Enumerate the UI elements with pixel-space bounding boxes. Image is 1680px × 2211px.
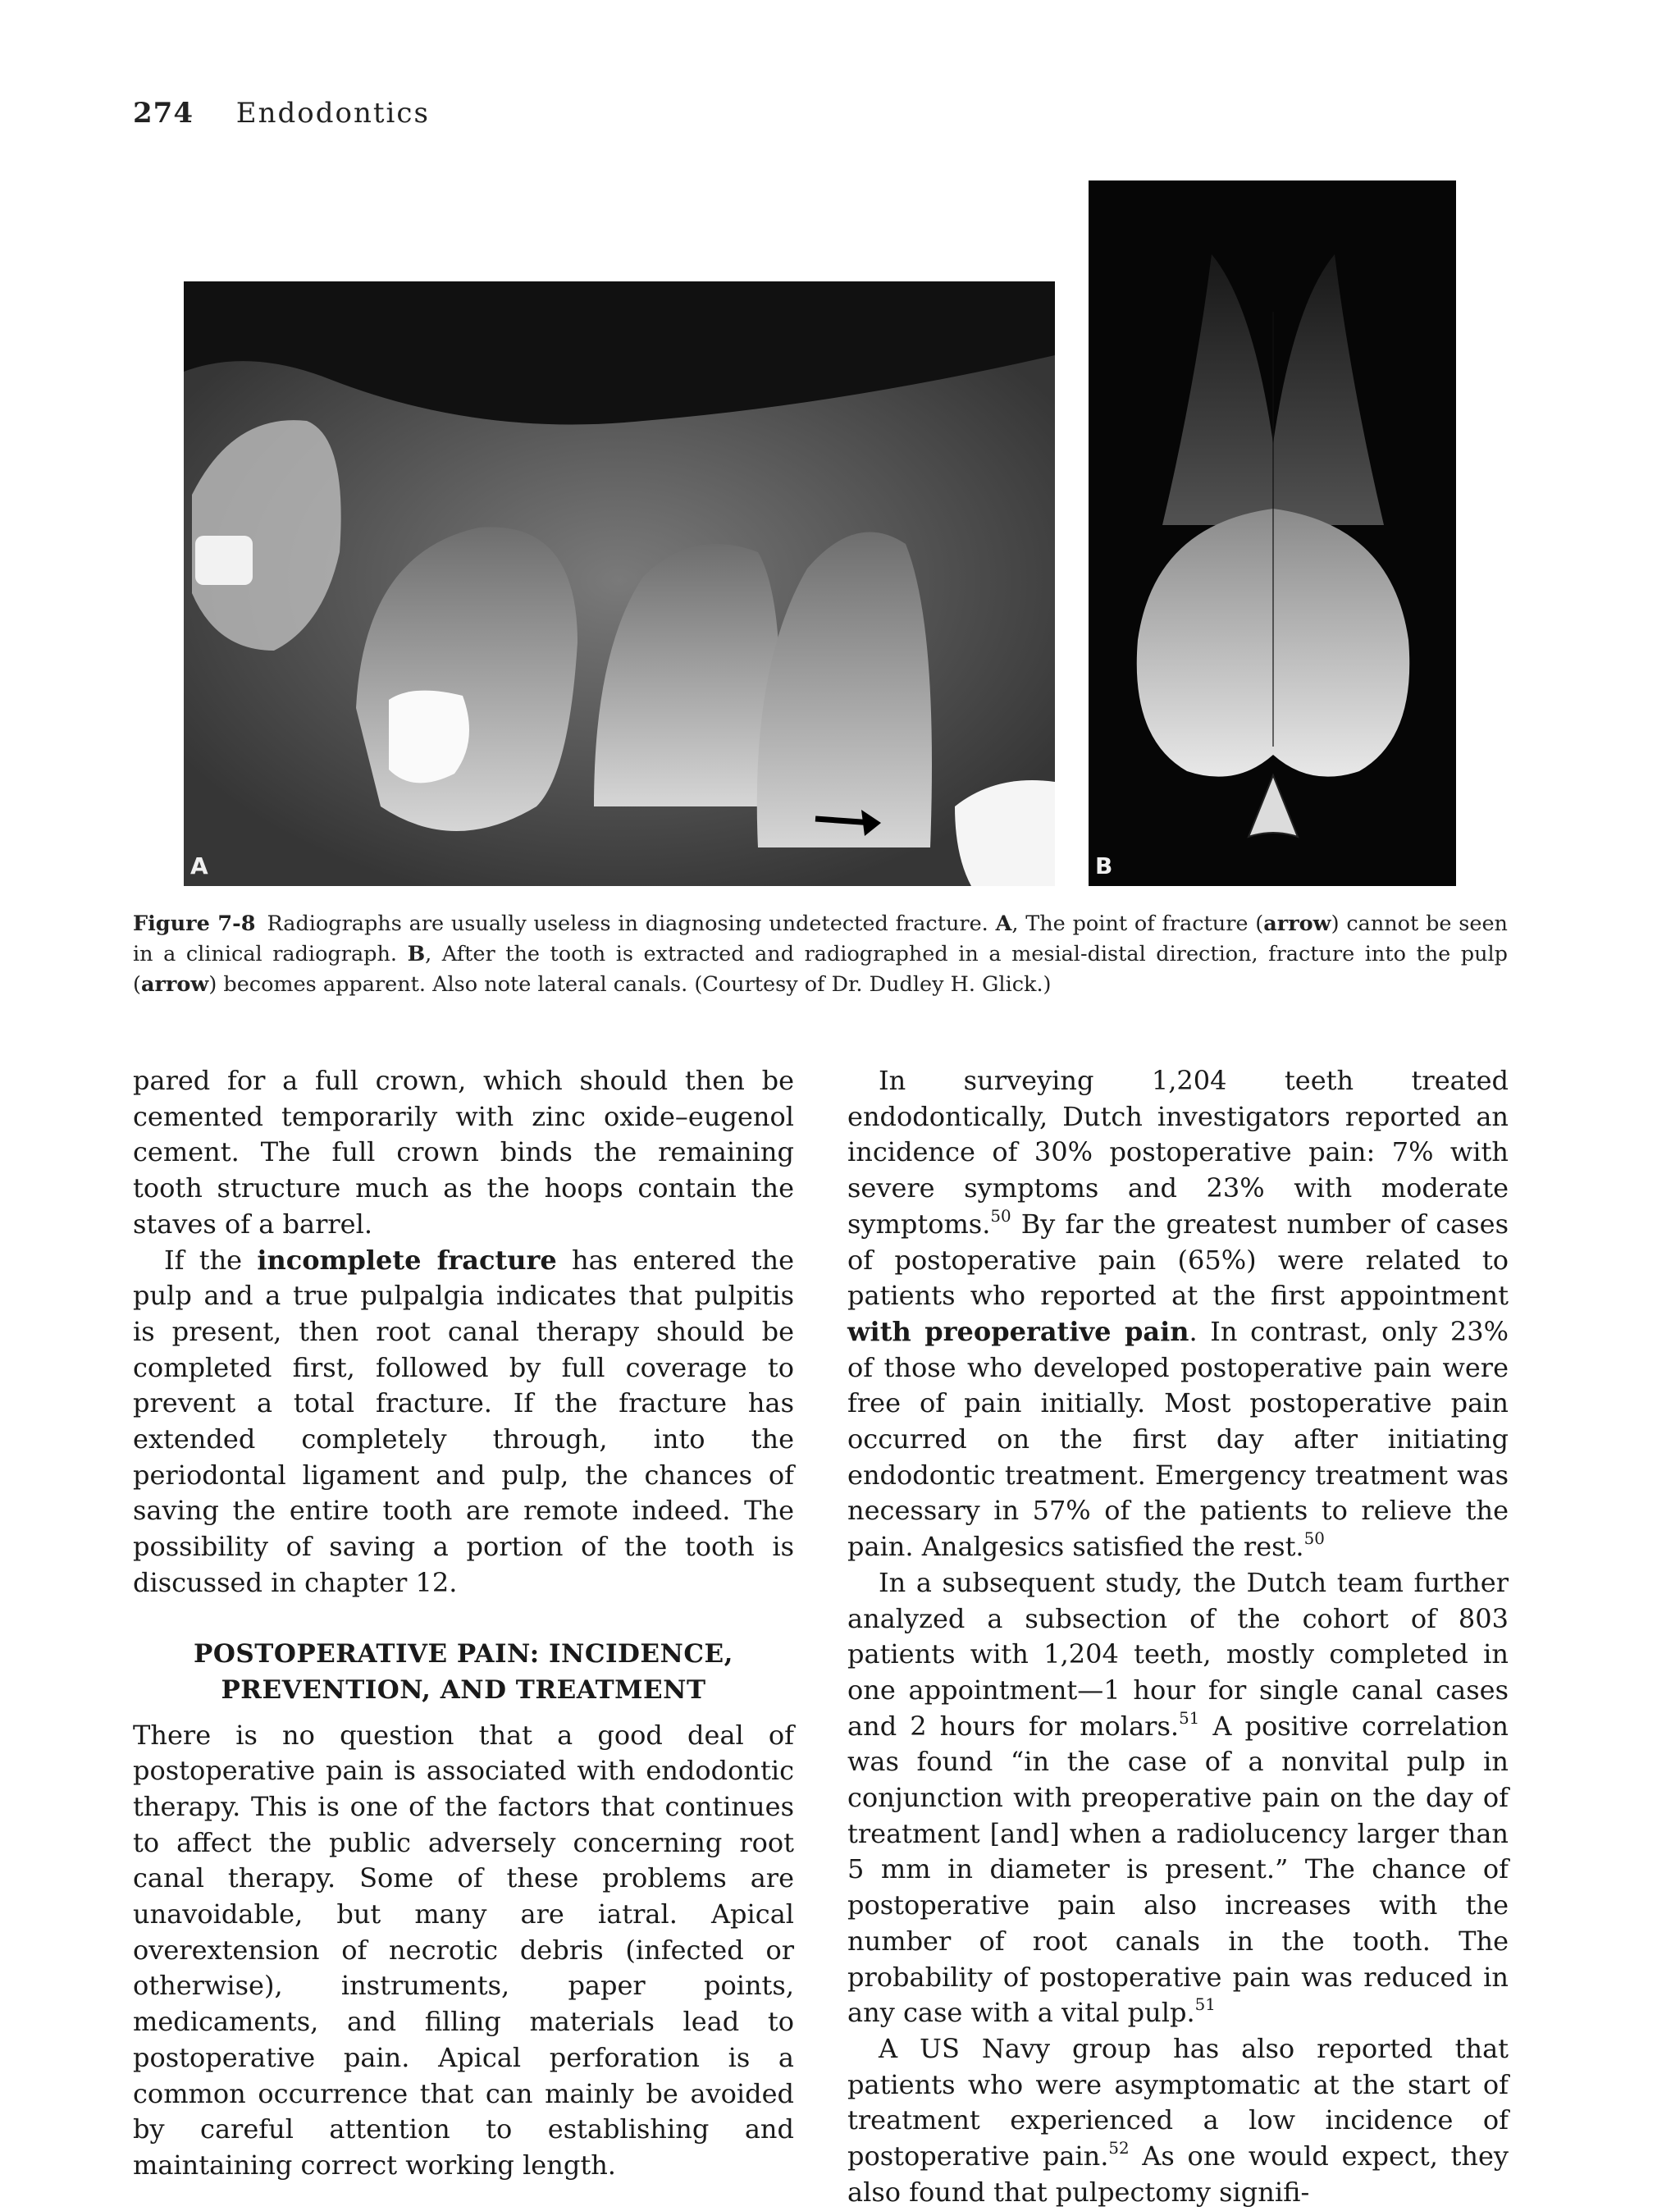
caption-text: ) becomes apparent. Also note lateral canals. (Courtesy of Dr. Dudley H. Glick.)	[208, 972, 1052, 997]
panel-a-letter: A	[190, 852, 208, 879]
figure-7-8-panel-a	[184, 281, 1055, 886]
text-run: As one would expect, they also found that pulpectomy signifi-	[847, 2140, 1509, 2208]
citation: 51	[1179, 1708, 1200, 1728]
caption-arrow: arrow	[1263, 911, 1331, 936]
caption-text: ) cannot be seen in a clinical radiograph.	[133, 911, 1508, 966]
paragraph	[847, 2031, 1509, 2211]
paragraph: There is no question that a good deal of postoperative pain is associated with endodontic therapy. This is one of the factors that continues to affect the public adversely concerning root canal therapy. Some of these problems are unavoidable, but many are iatral. Apical overextension of necrotic debris (infected or otherwise), instruments, paper points, medicaments, and filling materials lead to postoperative pain. Apical perforation is a common occurrence that can mainly be avoided by careful attention to establishing and maintaining correct working length.	[133, 1719, 794, 2181]
running-title: Endodontics	[235, 97, 430, 130]
caption-a: A	[995, 911, 1012, 936]
heading-line: PREVENTION, AND TREATMENT	[221, 1674, 706, 1705]
radiograph-a	[184, 281, 1055, 886]
bold-term: with preoperative pain	[847, 1315, 1189, 1347]
text-run: In a subsequent study, the Dutch team further analyzed a subsection of the cohort of 803 patients with 1,204 teeth, mostly completed in one appointment—1 hour for single canal cases and 2 hours for molars.	[847, 1566, 1509, 1742]
page-number: 274	[133, 97, 194, 130]
heading-line: POSTOPERATIVE PAIN: INCIDENCE,	[194, 1638, 733, 1669]
restoration-center	[389, 691, 469, 783]
paragraph	[847, 1565, 1509, 2031]
text-run: . In contrast, only 23% of those who developed postoperative pain were free of pain initially. Most postoperative pain occurred on the first day after initiating endodontic treatment. Emergency treatment was necessary in 57% of the patients to relieve the pain. Analgesics satisfied the rest.	[847, 1315, 1509, 1563]
bold-term: incomplete fracture	[257, 1244, 557, 1276]
citation: 51	[1194, 1995, 1216, 2015]
caption-b: B	[407, 942, 426, 966]
caption-arrow: arrow	[140, 972, 209, 997]
figure-caption	[133, 909, 1508, 1000]
right-column	[847, 1063, 1509, 2211]
caption-text: Radiographs are usually useless in diagnosing undetected fracture.	[267, 911, 996, 936]
paragraph	[847, 1063, 1509, 1565]
caption-text: , After the tooth is extracted and radiographed in a mesial-distal direction, fracture into the pulp (	[133, 942, 1508, 997]
caption-text: , The point of fracture (	[1011, 911, 1264, 936]
restoration-left	[195, 536, 253, 585]
text-run: A positive correlation was found “in the case of a nonvital pulp in conjunction with preoperative pain on the day of treatment [and] when a radiolucency larger than 5 mm in diameter is present.” The chance of postoperative pain also increases with the number of root canals in the tooth. The probability of postoperative pain was reduced in any case with a vital pulp.	[847, 1710, 1509, 2029]
text-run: If the	[164, 1244, 258, 1276]
text-run: A US Navy group has also reported that patients who were asymptomatic at the start of treatment experienced a low incidence of postoperative pain.	[847, 2032, 1509, 2172]
figure-7-8-panel-b	[1089, 180, 1456, 886]
citation: 50	[1303, 1529, 1325, 1549]
text-run: By far the greatest number of cases of postoperative pain (65%) were related to patients who reported at the first appointment	[847, 1208, 1509, 1312]
figure-label: Figure 7-8	[133, 911, 256, 936]
running-head	[133, 97, 430, 130]
text-run: In surveying 1,204 teeth treated endodontically, Dutch investigators reported an incidence of 30% postoperative pain: 7% with severe symptoms and 23% with moderate symptoms.	[847, 1065, 1509, 1240]
citation: 52	[1108, 2139, 1130, 2158]
section-heading	[133, 1636, 794, 1708]
left-column	[133, 1063, 794, 2184]
radiograph-b	[1089, 180, 1456, 886]
paragraph	[133, 1243, 794, 1601]
citation: 50	[990, 1206, 1011, 1226]
panel-b-letter: B	[1095, 852, 1113, 879]
text-run: has entered the pulp and a true pulpalgia indicates that pulpitis is present, then root canal therapy should be completed first, followed by full coverage to prevent a total fracture. If the fracture has extended completely through, into the periodontal ligament and pulp, the chances of saving the entire tooth are remote indeed. The possibility of saving a portion of the tooth is discussed in chapter 12.	[133, 1244, 794, 1598]
paragraph: pared for a full crown, which should then be cemented temporarily with zinc oxide–eugenol cement. The full crown binds the remaining tooth structure much as the hoops contain the staves of a barrel.	[133, 1065, 794, 1240]
